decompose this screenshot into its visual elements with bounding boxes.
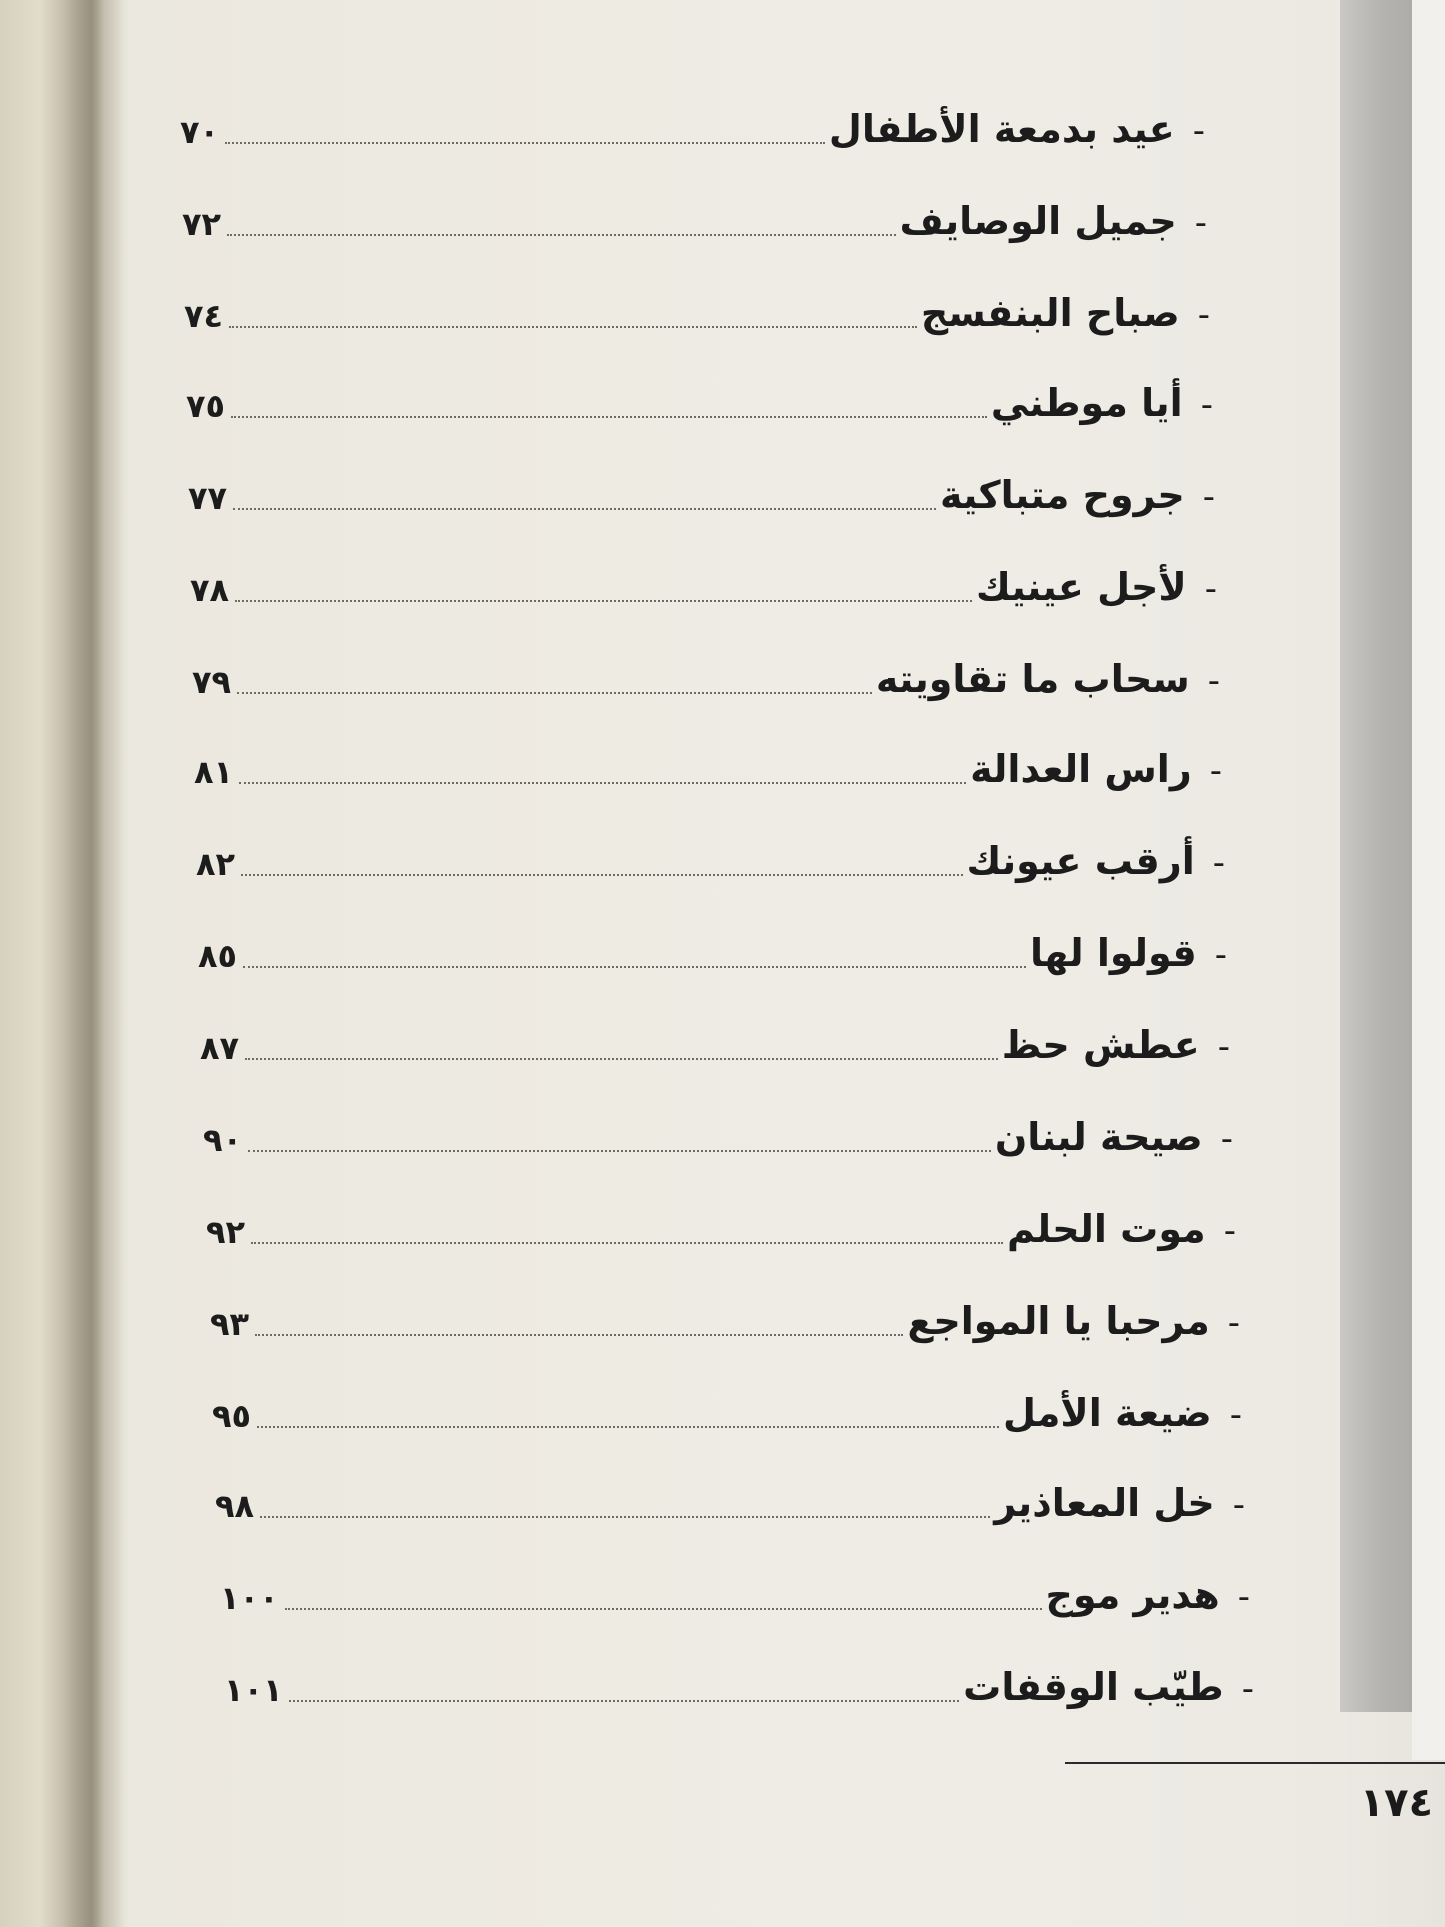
dot-leader [248, 1150, 991, 1152]
dot-leader [225, 142, 825, 144]
toc-entry-dash: - [1194, 203, 1207, 243]
dot-leader [239, 782, 966, 784]
toc-entry [192, 638, 1220, 701]
dot-leader [233, 508, 936, 510]
toc-entry-title: صباح البنفسج [920, 291, 1180, 335]
dot-leader [243, 966, 1026, 968]
toc-entry [190, 546, 1217, 609]
toc-entry-title: عيد بدمعة الأطفال [828, 107, 1175, 151]
dot-leader [251, 1242, 1003, 1244]
dot-leader [229, 326, 917, 328]
toc-entry-page-number: ٩٥ [212, 1397, 252, 1435]
toc-entry-title: ضيعة الأمل [1002, 1391, 1212, 1435]
toc-entry [224, 1646, 1254, 1709]
toc-entry-title: موت الحلم [1006, 1207, 1206, 1251]
dot-leader [231, 416, 987, 418]
toc-entry-dash: - [1192, 111, 1205, 151]
toc-entry-dash: - [1217, 1027, 1230, 1067]
toc-entry-dash: - [1227, 1303, 1240, 1343]
toc-entry-page-number: ٧٠ [180, 113, 220, 151]
toc-entry [210, 1280, 1240, 1343]
toc-entry-dash: - [1207, 661, 1220, 701]
toc-entry-page-number: ٨٧ [200, 1029, 240, 1067]
toc-entry-page-number: ٩٢ [206, 1213, 246, 1251]
toc-entry-title: لأجل عينيك [976, 565, 1187, 609]
dot-leader [241, 874, 962, 876]
toc-entry-title: قولوا لها [1030, 931, 1197, 975]
toc-entry-page-number: ٧٢ [182, 205, 222, 243]
toc-entry [215, 1462, 1245, 1525]
toc-entry-dash: - [1212, 843, 1225, 883]
toc-entry-dash: - [1202, 477, 1215, 517]
dot-leader [257, 1426, 999, 1428]
toc-entry [203, 1096, 1233, 1159]
toc-entry-page-number: ٨١ [194, 753, 234, 791]
toc-entry [206, 1188, 1236, 1251]
toc-entry-page-number: ١٠٠ [220, 1579, 279, 1617]
toc-entry-title: خل المعاذير [994, 1481, 1215, 1525]
toc-entry-title: هدير موج [1045, 1573, 1220, 1617]
toc-entry-page-number: ٩٨ [215, 1487, 255, 1525]
toc-entry [182, 180, 1207, 243]
toc-entry-title: أيا موطني [990, 381, 1183, 425]
toc-entry-page-number: ١٠١ [224, 1671, 283, 1709]
toc-entry-page-number: ٨٢ [196, 845, 236, 883]
dot-leader [255, 1334, 903, 1336]
toc-entry [186, 362, 1213, 425]
toc-entry [180, 88, 1205, 151]
toc-entry-page-number: ٧٥ [186, 387, 226, 425]
toc-entry-page-number: ٧٩ [192, 663, 232, 701]
toc-entry-page-number: ٨٥ [198, 937, 238, 975]
toc-entry [196, 820, 1225, 883]
toc-entry-title: جميل الوصايف [899, 199, 1177, 243]
toc-entry-dash: - [1220, 1119, 1233, 1159]
toc-entry [220, 1554, 1250, 1617]
toc-entry-dash: - [1204, 569, 1217, 609]
dot-leader [285, 1608, 1042, 1610]
toc-entry-page-number: ٧٤ [184, 297, 224, 335]
toc-entry [198, 912, 1227, 975]
toc-entry [212, 1372, 1242, 1435]
dot-leader [235, 600, 972, 602]
dot-leader [245, 1058, 998, 1060]
toc-entry-dash: - [1200, 385, 1213, 425]
toc-entry-page-number: ٧٧ [188, 479, 228, 517]
toc-entry-page-number: ٧٨ [190, 571, 230, 609]
toc-entry-title: عطش حظ [1001, 1023, 1200, 1067]
dot-leader [237, 692, 872, 694]
toc-entry [194, 728, 1222, 791]
toc-entry-dash: - [1237, 1577, 1250, 1617]
toc-entry-title: أرقب عيونك [966, 839, 1195, 883]
dot-leader [260, 1516, 990, 1518]
toc-entry-title: مرحبا يا المواجع [907, 1299, 1210, 1343]
dot-leader [289, 1700, 960, 1702]
toc-entry-page-number: ٩٠ [203, 1121, 243, 1159]
page-number: ١٧٤ [1359, 1780, 1433, 1826]
dot-leader [227, 234, 896, 236]
toc-entry-title: طيّب الوقفات [963, 1665, 1224, 1709]
toc-entry-dash: - [1214, 935, 1227, 975]
toc-entry-title: جروح متباكية [939, 473, 1185, 517]
toc-entry [184, 272, 1210, 335]
toc-entry-dash: - [1197, 295, 1210, 335]
toc-entry-dash: - [1232, 1485, 1245, 1525]
toc-entry-page-number: ٩٣ [210, 1305, 250, 1343]
toc-entry-title: سحاب ما تقاويته [875, 657, 1190, 701]
toc-entry-title: صيحة لبنان [994, 1115, 1203, 1159]
toc-entry-dash: - [1229, 1395, 1242, 1435]
toc-entry [188, 454, 1215, 517]
toc-entry [200, 1004, 1230, 1067]
toc-entry-dash: - [1241, 1669, 1254, 1709]
footer-rule [1065, 1762, 1445, 1764]
toc-entry-dash: - [1223, 1211, 1236, 1251]
toc-entry-dash: - [1209, 751, 1222, 791]
toc-entry-title: راس العدالة [970, 747, 1192, 791]
